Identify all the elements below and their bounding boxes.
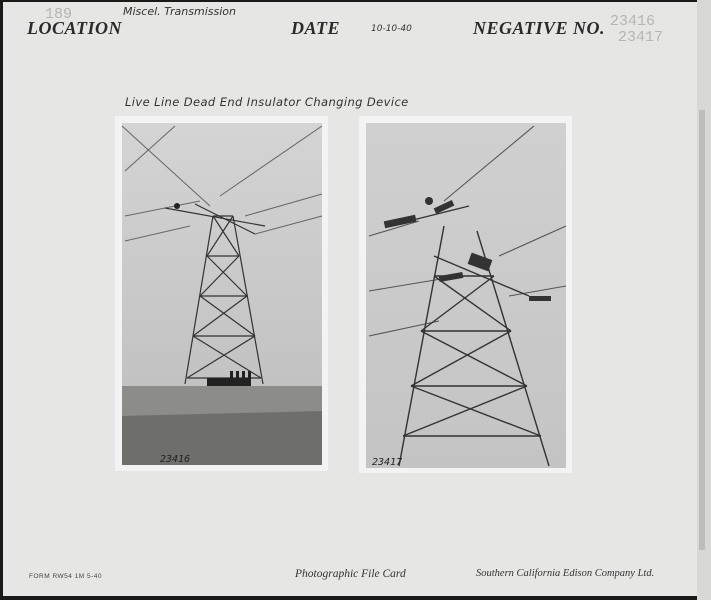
- location-value: Miscel. Transmission: [123, 5, 236, 18]
- photo-caption: Live Line Dead End Insulator Changing Device: [125, 95, 409, 109]
- edge-strip: [697, 0, 711, 600]
- card-title: Photographic File Card: [295, 568, 406, 580]
- date-value: 10-10-40: [371, 24, 412, 34]
- tower-closeup-image: [359, 116, 572, 473]
- date-label: DATE: [291, 18, 341, 38]
- photo-tower-closeup: [359, 116, 572, 473]
- form-code: FORM RW54 1M 5-40: [29, 573, 103, 580]
- negative-number-1: 23416: [610, 13, 656, 30]
- negative-label: NEGATIVE NO.: [473, 18, 606, 38]
- photo-1-negative-number: 23416: [160, 454, 191, 465]
- file-card: [3, 2, 697, 596]
- photo-tower-wide: [115, 116, 328, 471]
- location-label: LOCATION: [27, 18, 123, 38]
- negative-number-2: 23417: [618, 29, 664, 46]
- location-stamp: 189: [45, 6, 73, 23]
- photo-2-negative-number: 23417: [372, 457, 403, 468]
- tower-wide-image: [115, 116, 328, 471]
- company-name: Southern California Edison Company Ltd.: [476, 568, 655, 579]
